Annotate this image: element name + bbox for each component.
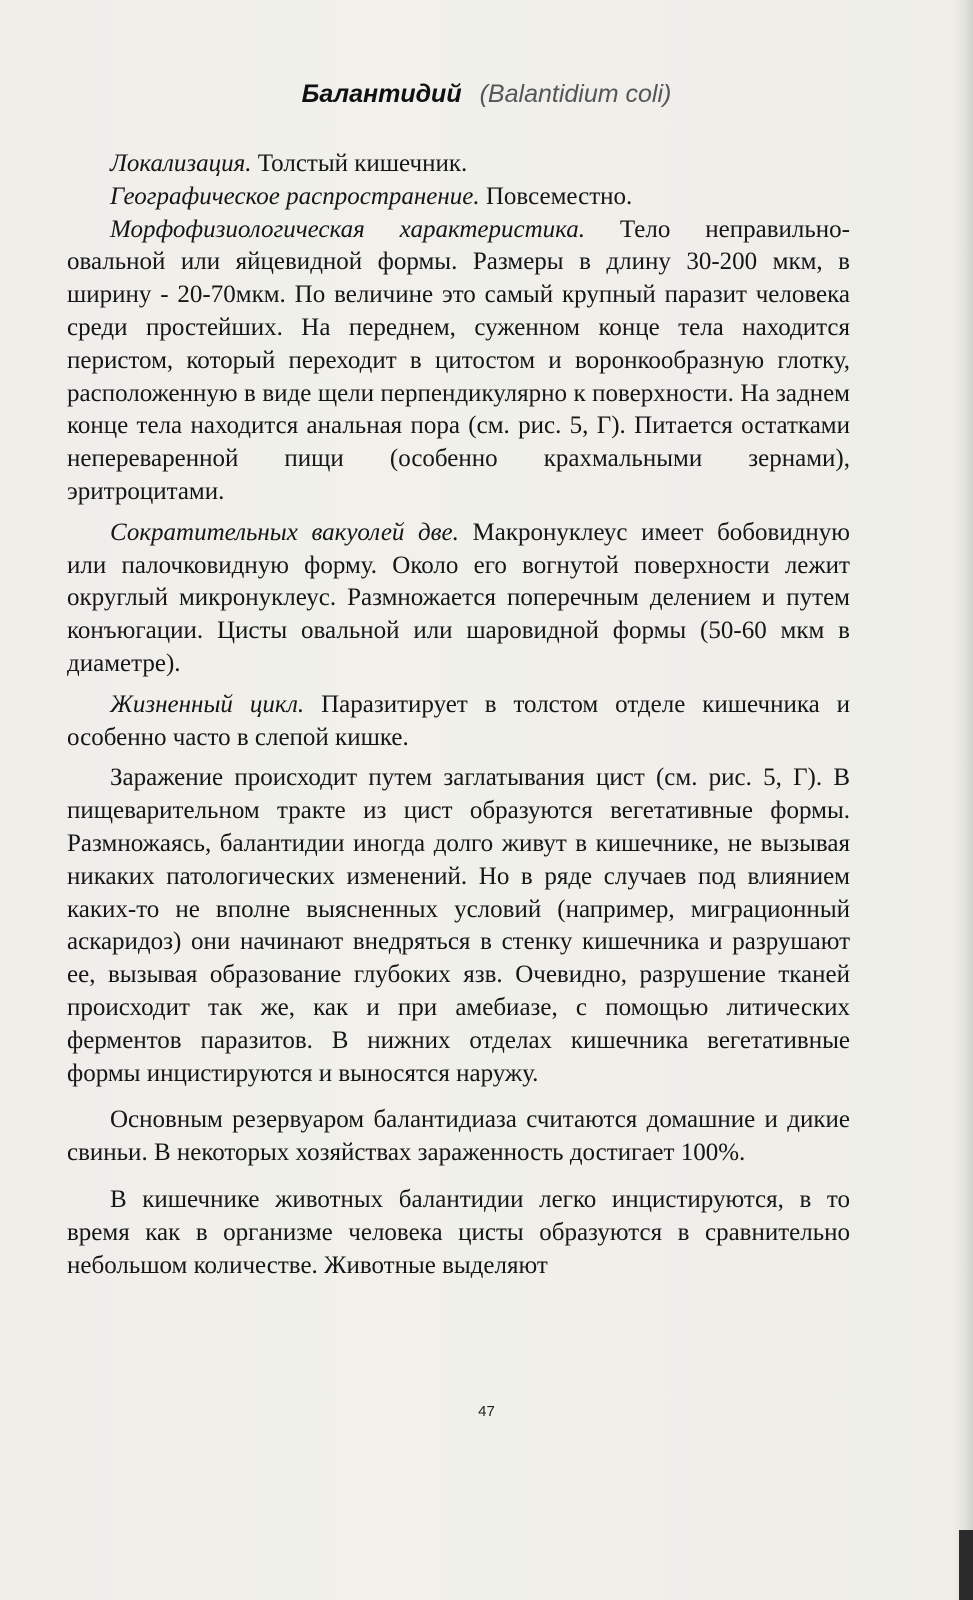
paragraph-label: Локализация.	[110, 150, 252, 177]
paragraph-distribution	[67, 181, 850, 214]
heading-russian-name: Балантидий	[301, 80, 462, 108]
paragraph-vacuoles	[67, 517, 850, 681]
section-heading	[0, 80, 973, 109]
paragraph-text: Паразитирует в толстом отделе кишечника и особенно часто в слепой кишке.	[67, 690, 850, 751]
paragraph-text: Заражение происходит путем заглатывания цист (см. рис. 5, Г). В пищеварительном тракте из цист образуются вегетативные формы. Размножаясь, балантидии иногда долго живут в кишечнике, не вызывая никаких патологических изменений. Но в ряде случаев под влиянием каких-то не вполне выясненных условий (например, миграционный аскаридоз) они начинают внедряться в стенку кишечника и разрушают ее, вызывая образование глубоких язв. Очевидно, разрушение тканей происходит так же, как и при амебиазе, с помощью литических ферментов паразитов. В нижних отделах кишечника вегетативные формы инцистируются и выносятся наружу.	[67, 764, 850, 1087]
paragraph-label: Жизненный цикл.	[110, 690, 305, 718]
paragraph-reservoir	[67, 1104, 850, 1170]
paragraph-text: Тело неправильно-овальной или яйцевидной формы. Размеры в длину 30-200 мкм, в ширину - 20-70мкм. По величине это самый крупный паразит человека среди простейших. На переднем, суженном конце тела находится перистом, который переходит в цитостом и воронкообразную глотку, расположенную в виде щели перпендикулярно к поверхности. На заднем конце тела находится анальная пора (см. рис. 5, Г). Питается остатками непереваренной пищи (особенно крахмальными зернами), эритроцитами.	[67, 215, 851, 505]
paragraph-text: Повсеместно.	[479, 182, 633, 210]
paragraph-animals	[67, 1184, 850, 1282]
page-corner-dark	[959, 1530, 973, 1600]
body-text	[67, 148, 850, 1282]
paragraph-life-cycle	[67, 689, 850, 755]
paragraph-infection	[67, 762, 850, 1090]
heading-latin-name: (Balantidium coli)	[479, 80, 672, 108]
paragraph-text: В кишечнике животных балантидии легко инцистируются, в то время как в организме человека цисты образуются в сравнительно небольшом количестве. Животные выделяют	[67, 1185, 850, 1279]
paragraph-label: Морфофизиологическая характеристика.	[110, 215, 585, 243]
page-edge-shadow	[953, 0, 973, 1600]
page-number: 47	[478, 1403, 495, 1420]
paragraph-morphology	[67, 214, 850, 509]
paragraph-text: Толстый кишечник.	[251, 150, 468, 177]
paragraph-text: Макронуклеус имеет бобовидную или палочковидную форму. Около его вогнутой поверхности лежит округлый микронуклеус. Размножается поперечным делением и путем конъюгации. Цисты овальной или шаровидной формы (50-60 мкм в диаметре).	[67, 518, 850, 677]
paragraph-label: Сократительных вакуолей две.	[110, 518, 459, 546]
paragraph-localization	[67, 148, 850, 181]
paragraph-text: Основным резервуаром балантидиаза считаются домашние и дикие свиньи. В некоторых хозяйствах зараженность достигает 100%.	[67, 1106, 850, 1167]
paragraph-label: Географическое распространение.	[110, 182, 480, 210]
